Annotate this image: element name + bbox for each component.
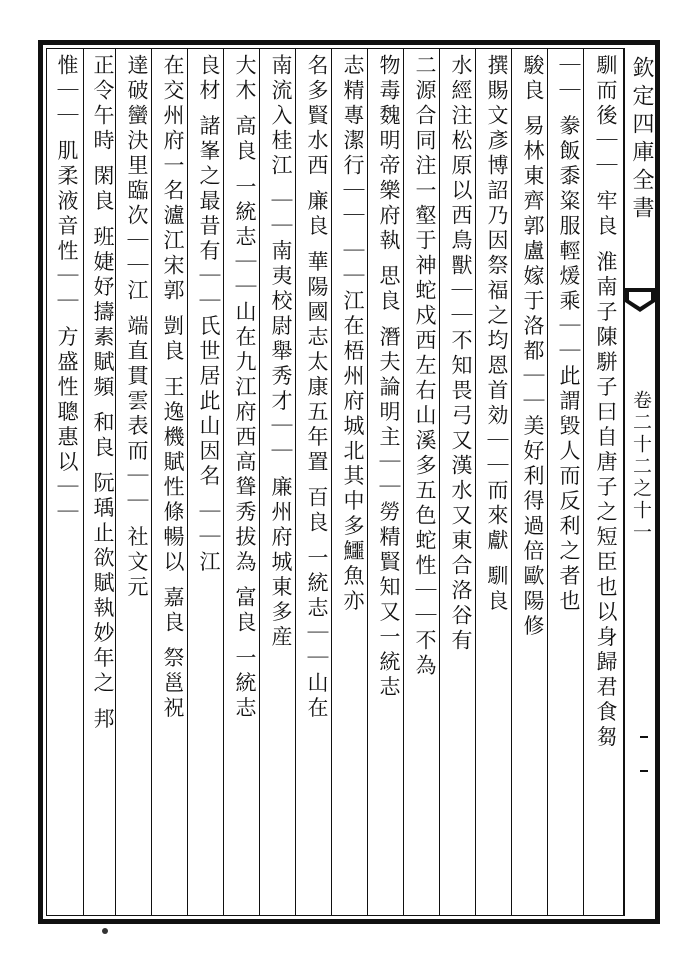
text-column (301, 54, 333, 910)
column-rule (83, 48, 84, 916)
text-column (481, 54, 513, 910)
column-text: ｜｜ 豢飯黍粢服輕煖乘｜｜此謂毀人而反利之者也 (557, 54, 581, 615)
column-text: 惟｜｜ 肌柔液音性｜｜ 方盛性聰惠以｜｜ (55, 54, 79, 526)
text-column (517, 54, 549, 910)
column-text: 駿良 易林東齊郭盧嫁于洛都｜｜美好利得過倍歐陽修 (521, 54, 545, 640)
text-column (445, 54, 477, 910)
column-text: 在交州府一名瀘江宋郭 剴良 王逸機賦性條暢以 嘉良 祭邕祝 (161, 54, 185, 722)
collection-title: 欽定四庫全書 (629, 56, 654, 224)
text-column (553, 54, 585, 910)
volume-label: 卷二十二之十一 (630, 390, 652, 544)
text-column (52, 54, 82, 910)
text-column (265, 54, 297, 910)
column-text: 南流入桂江 ｜｜南夷校尉舉秀才｜｜ 廉州府城東多産 (269, 54, 293, 651)
text-column (337, 54, 369, 910)
column-text: 正令午時 閑良 班婕妤擣素賦頻 和良 阮瑀止欲賦執妙年之 邦 (91, 54, 115, 733)
text-column (590, 54, 622, 910)
margin-tick-mark (640, 736, 648, 772)
text-column (157, 54, 189, 910)
column-text: 二源合同注一壑于神蛇戍西左右山溪多五色蛇性｜｜不為 (413, 54, 437, 679)
text-column (229, 54, 261, 910)
text-column (409, 54, 441, 910)
column-text: 水經注松原以西鳥獸｜｜不知畏弓又漢水又東合洛谷有 (449, 54, 473, 654)
column-text: 達破蠻決里臨次｜｜江 端直貫雲表而｜｜ 社文元 (125, 54, 149, 601)
text-column (373, 54, 405, 910)
column-text: 馴而後｜｜ 牢良 淮南子陳駢子曰自唐子之短臣也以身歸君食芻 (594, 54, 618, 751)
column-text: 大木 高良 一統志｜｜山在九江府西高聳秀拔為 富良 一統志 (233, 54, 257, 722)
column-text: 名多賢水西 廉良 華陽國志太康五年置 百良 一統志｜｜山在 (305, 54, 329, 722)
text-column (121, 54, 153, 910)
text-column (193, 54, 225, 910)
column-text: 撰賜文彥博詔乃因祭福之均恩首効｜｜而來獻 馴良 (485, 54, 509, 615)
text-column (88, 54, 118, 910)
column-text: 良材 諸峯之最昔有｜｜氏世居此山因名 ｜｜江 (197, 54, 221, 576)
column-text: 志精專潔行｜｜ ｜｜江在梧州府城北其中多鱷魚亦 (341, 54, 365, 615)
column-text: 物毒魏明帝樂府執 思良 潛夫論明主｜｜勞精賢知又一統志 (377, 54, 401, 701)
fish-tail-ornament (625, 288, 655, 328)
binding-hole (102, 928, 108, 934)
